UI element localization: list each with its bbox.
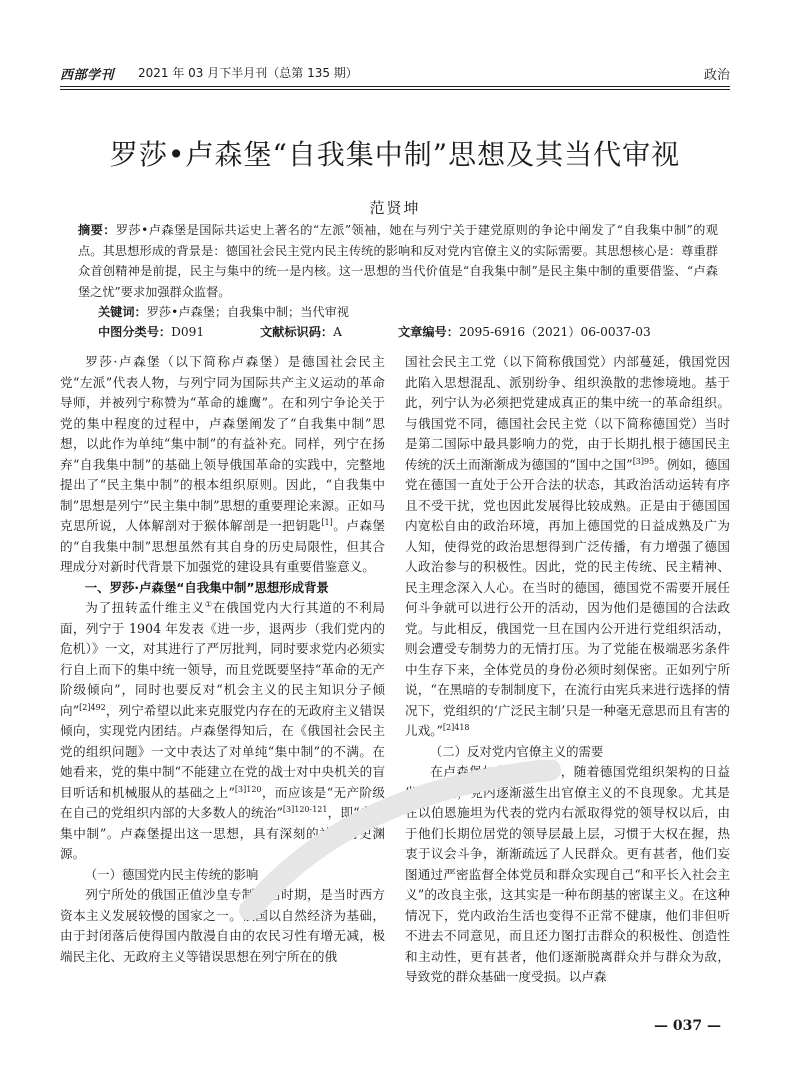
reference-mark: [2]492 — [79, 702, 106, 712]
section-name: 政治 — [703, 68, 730, 83]
article-author: 范贤坤 — [369, 199, 421, 217]
running-header — [60, 62, 730, 82]
paragraph: 为了扭转孟什维主义①在俄国党内大行其道的不利局面，列宁于 1904 年发表《进一步，退两步（我们党内的危机）》一文，对其进行了严厉批判，同时要求党内必须实行自上而下的集中统一领导，而且党既要坚持“革命的无产阶级倾向”，同时也要反对“机会主义的民主知识分子倾向”$^{[2]492}$，列宁希望以此来克服党内存在的无政府主义错误倾向，实现党内团结。卢森堡得知后，在《俄国社会民主党的组织问题》一文中表达了对单纯“集中制”的不满。在她看来，党的集中制“不能建立在党的战士对中央机关的盲目听话和机械服从的基础之上”$^{[3]120}$，而应该是“无产阶级在自己的党组织内部的大多数人的统治”$^{[3]120-121}$，即“自我集中制”。卢森堡提出这一思想，具有深刻的社会历史渊源。 — [60, 599, 386, 861]
abstract — [78, 220, 718, 302]
doc-value: A — [333, 325, 342, 339]
doc-code — [260, 323, 342, 340]
right-column — [405, 352, 730, 988]
header-rule-thin — [60, 89, 730, 90]
paragraph: 在卢森堡加入德国党时，随着德国党组织架构的日益发展成熟，党内逐渐滋生出官僚主义的不良现象。尤其是在以伯恩施坦为代表的党内右派取得党的领导权以后，由于他们长期位居党的领导层最上层，习惯于大权在握，热衷于议会斗争，渐渐疏远了人民群众。更有甚者，他们妄图通过严密监督全体党员和群众实现自己“和平长入社会主义”的改良主张，这其实是一种布朗基的密谋主义。在这种情况下，党内政治生活也变得不正常不健康，他们非但听不进去不同意见，而且还力图打击群众的积极性、创造性和主动性，更有甚者，他们逐渐脱离群众并与群众为敌，导致党的群众基础一度受损。以卢森 — [405, 764, 730, 984]
doc-label: 文献标识码： — [260, 325, 334, 339]
reference-mark: [3]120-121 — [282, 804, 328, 814]
subsection-heading: （二）反对党内官僚主义的需要 — [429, 743, 604, 759]
issue-info: 2021 年 03 月下半月刊（总第 135 期） — [138, 66, 358, 80]
abstract-text: 罗莎•卢森堡是国际共运史上著名的“左派”领袖，她在与列宁关于建党原则的争论中阐发了“自我集中制”的观点。其思想形成的背景是：德国社会民主党内民主传统的影响和反对党内官僚主义的实际需要。其思想核心是：尊重群众首创精神是前提，民主与集中的统一是内核。这一思想的当代价值是“自我集中制”是民主集中制的重要借鉴、“卢森堡之忧”要求加强群众监督。 — [78, 223, 718, 299]
clc-label: 中图分类号： — [98, 325, 172, 339]
abstract-label: 摘要： — [78, 223, 116, 237]
journal-name: 西部学刊 — [60, 68, 115, 83]
paragraph: 罗莎·卢森堡（以下简称卢森堡）是德国社会民主党“左派”代表人物，与列宁同为国际共产主义运动的革命导师，并被列宁称赞为“革命的雄鹰”。在和列宁争论关于党的集中程度的过程中，卢森堡阐发了“自我集中制”思想，以此作为单纯“集中制”的有益补充。同样，列宁在扬弃“自我集中制”的基础上领导俄国革命的实践中，完整地提出了“民主集中制”的根本组织原则。因此，“自我集中制”思想是列宁“民主集中制”思想的重要理论来源。正如马克思所说，人体解剖对于猴体解剖是一把钥匙[1]。卢森堡的“自我集中制”思想虽然有其自身的历史局限性，但其合理成分对新时代背景下加强党的建设具有重要借鉴意义。 — [60, 354, 386, 574]
footnote-mark: ① — [204, 599, 213, 609]
header-rule — [60, 86, 730, 87]
left-column — [60, 352, 385, 967]
article-number-value: 2095-6916（2021）06-0037-03 — [458, 325, 651, 339]
article-number — [398, 323, 651, 340]
subsection-heading: （一）德国党内民主传统的影响 — [84, 866, 259, 882]
article-title: 罗莎•卢森堡“自我集中制”思想及其当代审视 — [109, 138, 681, 171]
reference-mark: [3]120 — [234, 784, 262, 794]
page-number: — 037 — — [654, 1018, 721, 1034]
keywords — [98, 303, 349, 320]
reference-mark: [1] — [321, 517, 333, 527]
section-heading: 一、罗莎·卢森堡“自我集中制”思想形成背景 — [84, 579, 329, 595]
clc-value: D091 — [171, 325, 205, 339]
reference-mark: [3]95 — [632, 456, 655, 466]
paragraph: 国社会民主工党（以下简称俄国党）内部蔓延，俄国党因此陷入思想混乱、派别纷争、组织涣散的悲惨境地。基于此，列宁认为必须把党建成真正的集中统一的革命组织。与俄国党不同，德国社会民主党（以下简称德国党）当时是第二国际中最具影响力的党，由于长期扎根于德国民主传统的沃土而渐渐成为德国的“国中之国”$^{[3]95}$。例如，德国党在德国一直处于公开合法的状态，其政治活动运转有序且不受干扰，党也因此发展得比较成熟。正是由于德国国内宽松自由的政治环境，再加上德国党的日益成熟及广为人知，使得党的政治思想得到广泛传播，有力增强了德国人政治参与的积极性。因此，党的民主传统、民主精神、民主理念深入人心。在当时的德国，德国党不需要开展任何斗争就可以进行公开的活动，因为他们是德国的合法政党。与此相反，俄国党一旦在国内公开进行党组织活动，则会遭受专制势力的无情打压。为了党能在极端恶劣条件中生存下来，全体党员的身份必须时刻保密。正如列宁所说，“在黑暗的专制制度下，在流行由宪兵来进行选择的情况下，党组织的‘广泛民主制’只是一种毫无意思而且有害的儿戏。”$^{[2]418}$ — [405, 354, 730, 738]
reference-mark: [2]418 — [442, 722, 470, 732]
keywords-label: 关键词： — [98, 305, 147, 319]
article-number-label: 文章编号： — [398, 325, 459, 339]
clc-number — [98, 323, 204, 340]
paragraph: 列宁所处的俄国正值沙皇专制统治时期，是当时西方资本主义发展较慢的国家之一。俄国以自然经济为基础，由于封闭落后使得国内散漫自由的农民习性有增无减，极端民主化、无政府主义等错误思想在列宁所在的俄 — [60, 887, 385, 964]
keywords-text: 罗莎•卢森堡；自我集中制；当代审视 — [146, 305, 349, 319]
